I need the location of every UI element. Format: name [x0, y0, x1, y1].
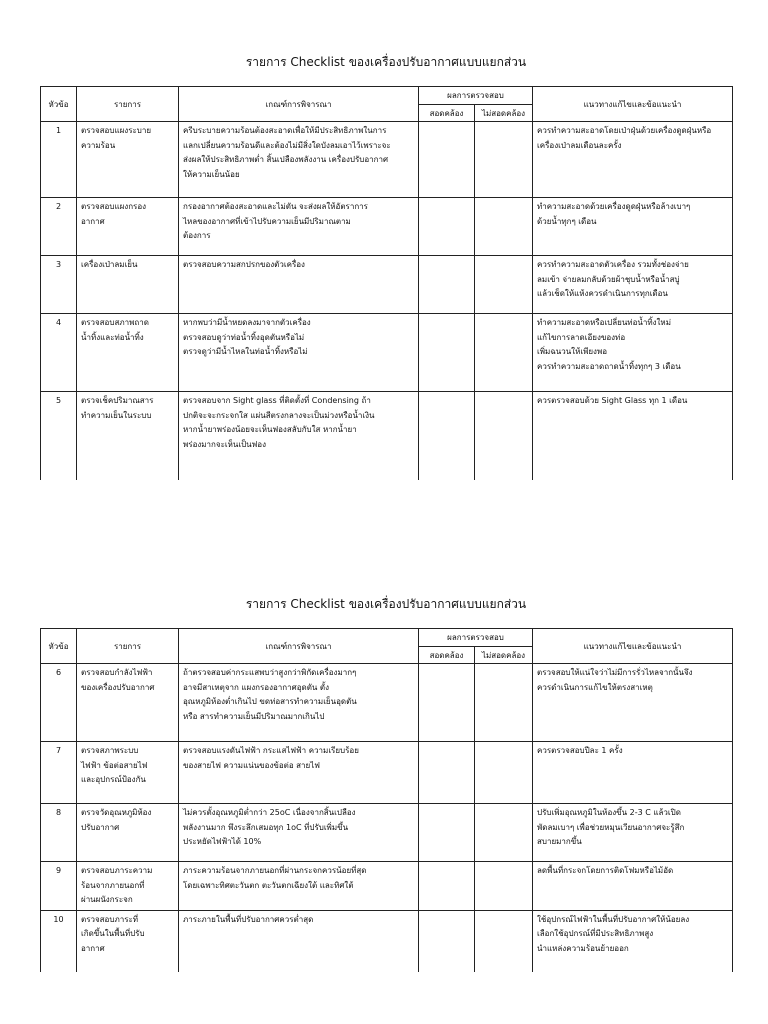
checklist-table [40, 628, 733, 972]
row-fail-cell [475, 804, 533, 862]
table-row [41, 910, 733, 972]
header-criteria: เกณฑ์การพิจารณา [179, 629, 419, 664]
row-guide [533, 862, 733, 911]
row-item-line: ร้อนจากภายนอกที่ [81, 880, 145, 890]
row-criteria-line: ต้องการ [183, 231, 211, 240]
row-guide-line: ควรตรวจสอบปีละ 1 ครั้ง [537, 746, 623, 755]
header-no: หัวข้อ [41, 629, 77, 664]
row-criteria-line: ภาระความร้อนจากภายนอกที่ผ่านกระจกควรน้อยที่สุด [183, 866, 367, 875]
row-fail-cell [475, 122, 533, 198]
row-guide [533, 804, 733, 862]
row-criteria-line: ถ้าตรวจสอบค่ากระแสพบว่าสูงกว่าพิกัดเครื่องมากๆ [183, 668, 357, 677]
checklist-section-2 [40, 592, 732, 972]
row-number: 8 [41, 804, 77, 862]
row-guide-line: พัดลมเบาๆ เพื่อช่วยหมุนเวียนอากาศจะรู้สึก [537, 822, 685, 832]
row-number: 4 [41, 314, 77, 392]
row-number: 1 [41, 122, 77, 198]
row-criteria-line: ไม่ควรตั้งอุณหภูมิต่ำกว่า 25oC เนื่องจากสิ้นเปลือง [183, 808, 356, 817]
row-guide-line: เลือกใช้อุปกรณ์ที่มีประสิทธิภาพสูง [537, 929, 654, 938]
row-guide-line: สบายมากขึ้น [537, 837, 582, 846]
row-item-line: ของเครื่องปรับอากาศ [81, 682, 155, 692]
row-item [77, 804, 179, 862]
row-pass-cell [419, 198, 475, 256]
row-criteria [179, 392, 419, 480]
row-criteria-line: พร่องมากจะเห็นเป็นฟอง [183, 439, 267, 449]
row-item-line: น้ำทิ้งและท่อน้ำทิ้ง [81, 332, 144, 342]
row-criteria-line: หรือ สารทำความเย็นมีปริมาณมากเกินไป [183, 711, 325, 721]
row-guide-line: ควรทำความสะอาดถาดน้ำทิ้งทุกๆ 3 เดือน [537, 361, 681, 371]
row-number: 7 [41, 742, 77, 804]
row-guide-line: แก้ไขการลาดเอียงของท่อ [537, 332, 626, 342]
row-number: 5 [41, 392, 77, 480]
table-row [41, 198, 733, 256]
row-criteria [179, 664, 419, 742]
section-title: รายการ Checklist ของเครื่องปรับอากาศแบบแยกส่วน [245, 55, 527, 69]
table-row [41, 256, 733, 314]
header-guide: แนวทางแก้ไขและข้อแนะนำ [533, 629, 733, 664]
header-pass: สอดคล้อง [419, 105, 475, 122]
row-criteria [179, 256, 419, 314]
row-guide-line: ควรทำความสะอาดตัวเครื่อง รวมทั้งช่องจ่าย [537, 260, 689, 269]
row-item [77, 198, 179, 256]
table-row [41, 804, 733, 862]
row-item-line: ไฟฟ้า ข้อต่อสายไฟ [81, 760, 148, 770]
row-pass-cell [419, 122, 475, 198]
row-criteria-line: ไหลของอากาศที่เข้าไปรับความเย็นมีปริมาณตาม [183, 216, 351, 226]
row-fail-cell [475, 742, 533, 804]
row-guide-line: ลดพื้นที่กระจกโดยการติดโฟมหรือไม้อัด [537, 866, 674, 875]
header-item: รายการ [77, 629, 179, 664]
row-criteria [179, 314, 419, 392]
table-row [41, 392, 733, 480]
row-guide-line: ควรดำเนินการแก้ไขให้ตรงสาเหตุ [537, 682, 653, 692]
row-fail-cell [475, 256, 533, 314]
row-pass-cell [419, 804, 475, 862]
row-number: 2 [41, 198, 77, 256]
row-item-line: ตรวจสอบสภาพถาด [81, 318, 149, 327]
header-fail: ไม่สอดคล้อง [475, 647, 533, 664]
row-item [77, 314, 179, 392]
table-row [41, 122, 733, 198]
table-row [41, 314, 733, 392]
row-number: 9 [41, 862, 77, 911]
row-item-line: อากาศ [81, 216, 105, 226]
row-criteria-line: ตรวจสอบความสกปรกของตัวเครื่อง [183, 260, 305, 269]
row-guide-line: ด้วยน้ำทุกๆ เดือน [537, 216, 597, 226]
row-guide [533, 664, 733, 742]
header-criteria: เกณฑ์การพิจารณา [179, 87, 419, 122]
row-item [77, 910, 179, 972]
header-fail: ไม่สอดคล้อง [475, 105, 533, 122]
row-guide-line: เครื่องเป่าลมเดือนละครั้ง [537, 140, 622, 150]
row-pass-cell [419, 862, 475, 911]
row-guide [533, 198, 733, 256]
row-item-line: เครื่องเป่าลมเย็น [81, 260, 138, 269]
row-guide [533, 392, 733, 480]
row-fail-cell [475, 392, 533, 480]
row-pass-cell [419, 314, 475, 392]
row-criteria-line: ตรวจสอบแรงดันไฟฟ้า กระแสไฟฟ้า ความเรียบร้อย [183, 746, 359, 755]
row-guide-line: นำแหล่งความร้อนย้ายออก [537, 943, 629, 953]
row-item [77, 256, 179, 314]
table-row [41, 742, 733, 804]
row-guide [533, 314, 733, 392]
header-guide: แนวทางแก้ไขและข้อแนะนำ [533, 87, 733, 122]
row-number: 3 [41, 256, 77, 314]
row-criteria-line: อุณหภูมิห้องต่ำเกินไป ขดท่อสารทำความเย็นอุดตัน [183, 697, 357, 706]
row-guide-line: ปรับเพิ่มอุณหภูมิในห้องขึ้น 2-3 C แล้วเปิด [537, 808, 681, 817]
row-criteria-line: ครีบระบายความร้อนต้องสะอาดเพื่อให้มีประสิทธิภาพในการ [183, 126, 387, 135]
row-criteria-line: ของสายไฟ ความแน่นของข้อต่อ สายไฟ [183, 760, 320, 770]
row-item-line: ทำความเย็นในระบบ [81, 410, 152, 420]
row-fail-cell [475, 198, 533, 256]
row-criteria-line: ประหยัดไฟฟ้าได้ 10% [183, 837, 262, 846]
row-pass-cell [419, 392, 475, 480]
row-criteria-line: ส่งผลให้ประสิทธิภาพต่ำ สิ้นเปลืองพลังงาน เครื่องปรับอากาศ [183, 155, 389, 164]
row-guide [533, 122, 733, 198]
row-item [77, 392, 179, 480]
row-criteria-line: โดยเฉพาะทิศตะวันตก ตะวันตกเฉียงใต้ และทิศใต้ [183, 880, 354, 890]
table-row [41, 664, 733, 742]
row-criteria-line: ตรวจสอบจาก Sight glass ที่ติดตั้งที่ Condensing ถ้า [183, 396, 371, 405]
row-item [77, 664, 179, 742]
row-item-line: ตรวจสอบกำลังไฟฟ้า [81, 668, 153, 677]
row-item-line: ตรวจสอบแผงระบาย [81, 126, 152, 135]
row-item-line: ตรวจสอบภาระความ [81, 866, 153, 875]
row-criteria-line: อาจมีสาเหตุจาก แผงกรองอากาศอุดตัน ตั้ง [183, 682, 330, 692]
row-criteria [179, 198, 419, 256]
row-criteria [179, 910, 419, 972]
row-criteria-line: ปกติจะจะกระจกใส แผ่นสีตรงกลางจะเป็นม่วงหรือน้ำเงิน [183, 410, 375, 420]
section-title: รายการ Checklist ของเครื่องปรับอากาศแบบแยกส่วน [245, 597, 527, 611]
row-fail-cell [475, 664, 533, 742]
header-no: หัวข้อ [41, 87, 77, 122]
row-pass-cell [419, 742, 475, 804]
row-item-line: ตรวจสภาพระบบ [81, 746, 139, 755]
row-item-line: เกิดขึ้นในพื้นที่ปรับ [81, 929, 145, 938]
row-guide-line: ตรวจสอบให้แน่ใจว่าไม่มีการรั่วไหลจากนั้นจึง [537, 668, 693, 677]
row-guide [533, 256, 733, 314]
row-guide [533, 742, 733, 804]
row-criteria-line: พลังงานมาก พึงระลึกเสมอทุก 1oC ที่ปรับเพิ่มขึ้น [183, 822, 349, 832]
row-guide-line: เพิ่มฉนวนให้เพียงพอ [537, 347, 608, 356]
row-guide-line: ควรทำความสะอาดโดยเป่าฝุ่นด้วยเครื่องดูดฝุ่นหรือ [537, 126, 712, 135]
row-item-line: ผ่านผนังกระจก [81, 895, 133, 904]
row-item [77, 862, 179, 911]
row-criteria-line: แลกเปลี่ยนความร้อนดีและต้องไม่มีสิ่งใดบังลมเอาไว้เพราะจะ [183, 140, 391, 150]
row-criteria-line: กรองอากาศต้องสะอาดและไม่ตัน จะส่งผลให้อัตราการ [183, 202, 368, 211]
row-criteria-line: ตรวจดูว่ามีน้ำไหลในท่อน้ำทิ้งหรือไม่ [183, 347, 308, 356]
row-criteria-line: ให้ความเย็นน้อย [183, 169, 240, 179]
row-guide-line: ลมเข้า จ่ายลมกลับด้วยผ้าชุบน้ำหรือน้ำสบู่ [537, 274, 680, 284]
row-guide-line: ทำความสะอาดด้วยเครื่องดูดฝุ่นหรือล้างเบาๆ [537, 202, 691, 211]
row-criteria [179, 122, 419, 198]
row-criteria [179, 742, 419, 804]
row-item-line: ตรวจเช็คปริมาณสาร [81, 396, 154, 405]
row-item-line: ตรวจวัดอุณหภูมิห้อง [81, 808, 152, 817]
row-item-line: ตรวจสอบแผงกรอง [81, 202, 147, 211]
row-item-line: และอุปกรณ์ป้องกัน [81, 775, 146, 784]
header-item: รายการ [77, 87, 179, 122]
row-criteria-line: ตรวจสอบดูว่าท่อน้ำทิ้งอุดตันหรือไม่ [183, 332, 305, 342]
row-criteria [179, 804, 419, 862]
row-pass-cell [419, 664, 475, 742]
row-criteria-line: ภาระภายในพื้นที่ปรับอากาศควรต่ำสุด [183, 914, 314, 924]
row-pass-cell [419, 256, 475, 314]
row-item [77, 122, 179, 198]
row-criteria-line: หากพบว่ามีน้ำหยดลงมาจากตัวเครื่อง [183, 318, 311, 327]
checklist-table [40, 86, 733, 480]
row-guide [533, 910, 733, 972]
row-criteria [179, 862, 419, 911]
row-pass-cell [419, 910, 475, 972]
header-pass: สอดคล้อง [419, 647, 475, 664]
row-item-line: อากาศ [81, 943, 105, 953]
header-result: ผลการตรวจสอบ [419, 629, 533, 647]
row-fail-cell [475, 910, 533, 972]
row-guide-line: ทำความสะอาดหรือเปลี่ยนท่อน้ำทิ้งใหม่ [537, 318, 671, 327]
table-row [41, 862, 733, 911]
checklist-section-1 [40, 50, 732, 480]
row-fail-cell [475, 862, 533, 911]
row-item-line: ปรับอากาศ [81, 822, 120, 832]
row-item-line: ตรวจสอบภาระที่ [81, 914, 139, 924]
row-number: 10 [41, 910, 77, 972]
row-guide-line: ควรตรวจสอบด้วย Sight Glass ทุก 1 เดือน [537, 396, 688, 405]
header-result: ผลการตรวจสอบ [419, 87, 533, 105]
row-criteria-line: หากน้ำยาพร่องน้อยจะเห็นฟองสลับกับใส หากน้ำยา [183, 425, 357, 434]
row-item [77, 742, 179, 804]
row-number: 6 [41, 664, 77, 742]
row-item-line: ความร้อน [81, 140, 116, 150]
row-guide-line: แล้วเช็ดให้แห้งควรดำเนินการทุกเดือน [537, 289, 668, 298]
row-fail-cell [475, 314, 533, 392]
row-guide-line: ใช้อุปกรณ์ไฟฟ้าในพื้นที่ปรับอากาศให้น้อยลง [537, 914, 690, 924]
